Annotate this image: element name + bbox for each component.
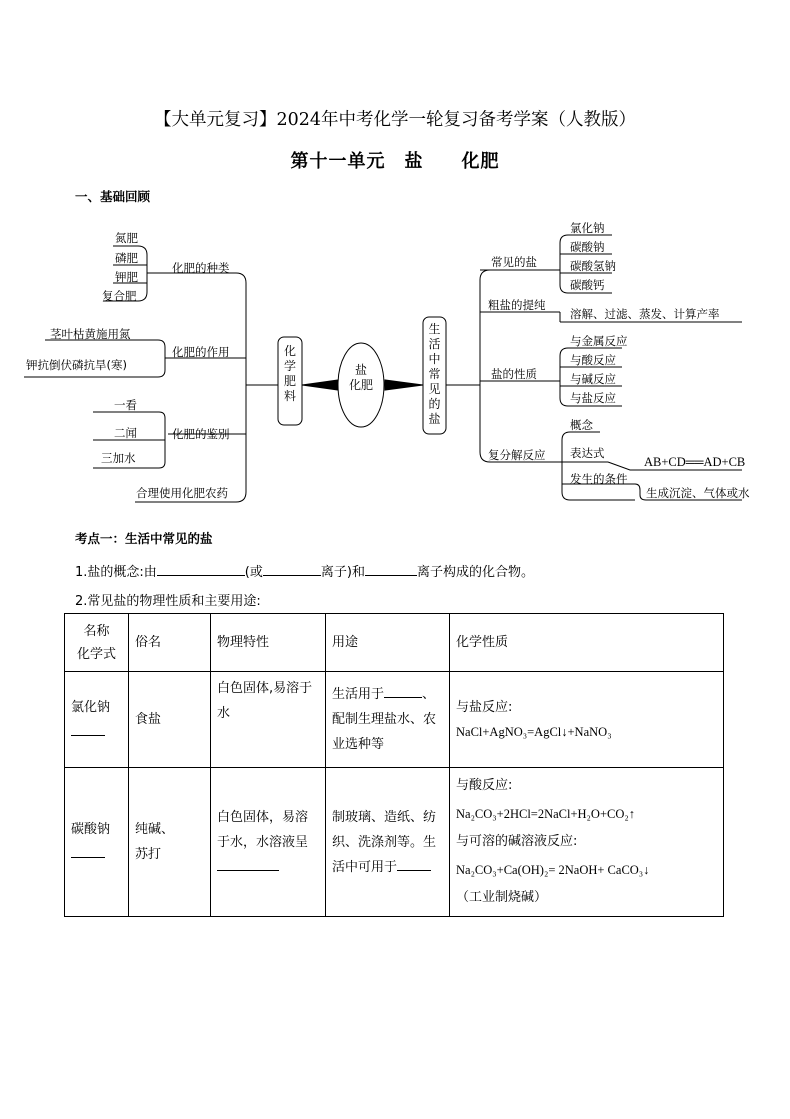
salt-name: 碳酸钠 — [71, 822, 111, 837]
chem-equation: Na₂CO₃+2HCl=2NaCl+H₂O+CO₂↑ — [456, 807, 635, 821]
common-salt: 碳酸钙 — [570, 278, 605, 292]
table-cell — [211, 768, 326, 917]
answer-blank[interactable] — [384, 685, 422, 698]
chem-note: （工业制烧碱） — [456, 890, 548, 905]
formula-blank[interactable] — [71, 842, 122, 867]
fertilizer-effect: 钾抗倒伏磷抗旱(寒) — [26, 358, 127, 372]
common-salt: 碳酸钠 — [570, 240, 605, 254]
question-text: 1.盐的概念:由 — [75, 565, 157, 580]
formula-blank[interactable] — [71, 720, 122, 745]
table-cell — [326, 672, 450, 768]
common-name: 纯碱、 — [135, 822, 175, 837]
branch-label: 复分解反应 — [488, 448, 546, 462]
question-text: (或 — [244, 565, 263, 580]
table-header-row — [65, 614, 724, 672]
header-cell: 化学性质 — [450, 614, 724, 672]
header-cell: 用途 — [326, 614, 450, 672]
fertilizer-type: 磷肥 — [115, 251, 138, 265]
document-title: 【大单元复习】2024年中考化学一轮复习备考学案（人教版） — [153, 110, 637, 130]
branch-label: 粗盐的提纯 — [488, 298, 546, 312]
use-text: 生活用于 — [332, 687, 385, 702]
table-row — [65, 672, 724, 768]
chem-equation: Na₂CO₃+Ca(OH)₂= 2NaOH+ CaCO₃↓ — [456, 863, 650, 877]
question-text: 离子构成的化合物。 — [416, 565, 534, 580]
center-node: 盐 化肥 — [348, 363, 373, 392]
branch-label: 化肥的种类 — [172, 261, 230, 275]
branch-label: 化肥的鉴别 — [172, 427, 230, 441]
section-heading: 一、基础回顾 — [75, 189, 151, 204]
header-text: 化学式 — [76, 646, 116, 662]
answer-blank[interactable] — [397, 858, 431, 871]
reaction-condition: 生成沉淀、气体或水 — [646, 486, 750, 500]
decomp-item: 表达式 — [570, 446, 605, 460]
fertilizer-type: 钾肥 — [115, 270, 138, 284]
table-cell — [65, 672, 129, 768]
salt-hub: 生 活 中 常 见 的 盐 — [428, 322, 441, 426]
identify-step: 二闻 — [114, 426, 137, 440]
common-name: 苏打 — [135, 847, 162, 862]
purify-steps: 溶解、过滤、蒸发、计算产率 — [570, 307, 720, 321]
branch-label: 化肥的作用 — [172, 345, 230, 359]
header-text: 名称 — [83, 623, 110, 639]
table-cell: 白色固体,易溶于水 — [211, 672, 326, 768]
salt-property: 与盐反应 — [570, 391, 616, 405]
table-cell — [65, 768, 129, 917]
salt-property: 与碱反应 — [570, 372, 616, 386]
key-point-heading: 考点一：生活中常见的盐 — [75, 531, 213, 546]
salt-property: 与酸反应 — [570, 353, 616, 367]
branch-label: 常见的盐 — [491, 255, 537, 269]
chem-equation: NaCl+AgNO₃=AgCl↓+NaNO₃ — [456, 724, 612, 739]
identify-step: 一看 — [114, 398, 137, 412]
common-salt: 碳酸氢钠 — [570, 259, 616, 273]
fertilizer-type: 复合肥 — [102, 289, 137, 303]
table-cell — [129, 768, 211, 917]
fertilizer-hub: 化 学 肥 料 — [283, 344, 296, 403]
header-cell: 俗名 — [129, 614, 211, 672]
table-cell: 食盐 — [129, 672, 211, 768]
decomp-item: 概念 — [570, 418, 593, 432]
answer-blank[interactable] — [365, 562, 417, 576]
chem-text: 与可溶的碱溶液反应: — [456, 834, 578, 849]
fertilizer-effect: 茎叶枯黄施用氮 — [50, 327, 131, 341]
use-text: 、配制生理盐水、农业选种等 — [332, 687, 437, 752]
use-text: 制玻璃、造纸、纺织、洗涤剂等。生活中可用于 — [332, 809, 437, 875]
common-salt: 氯化钠 — [570, 221, 605, 235]
answer-blank[interactable] — [263, 562, 321, 576]
fertilizer-type: 氮肥 — [115, 231, 138, 245]
identify-step: 三加水 — [101, 451, 136, 465]
phys-text: 白色固体，易溶于水，水溶液呈 — [217, 809, 309, 850]
answer-blank[interactable] — [157, 562, 245, 576]
question-1 — [75, 561, 534, 580]
salt-name: 氯化钠 — [71, 699, 111, 715]
header-cell: 物理特性 — [211, 614, 326, 672]
chem-text: 与酸反应: — [456, 778, 513, 793]
chem-text: 与盐反应: — [456, 699, 513, 715]
salt-property: 与金属反应 — [570, 334, 628, 348]
header-cell — [65, 614, 129, 672]
decomp-item: 发生的条件 — [570, 472, 628, 486]
table-cell — [450, 672, 724, 768]
unit-title: 第十一单元 盐 化肥 — [290, 151, 500, 172]
branch-label: 盐的性质 — [491, 367, 537, 381]
question-text: 离子)和 — [320, 565, 365, 580]
table-cell — [450, 768, 724, 917]
answer-blank[interactable] — [217, 857, 279, 871]
branch-label: 合理使用化肥农药 — [136, 486, 228, 500]
table-cell — [326, 768, 450, 917]
reaction-expression: AB+CD══AD+CB — [644, 455, 746, 469]
question-2: 2.常见盐的物理性质和主要用途: — [75, 594, 261, 609]
salt-table — [64, 613, 724, 917]
table-row — [65, 768, 724, 917]
